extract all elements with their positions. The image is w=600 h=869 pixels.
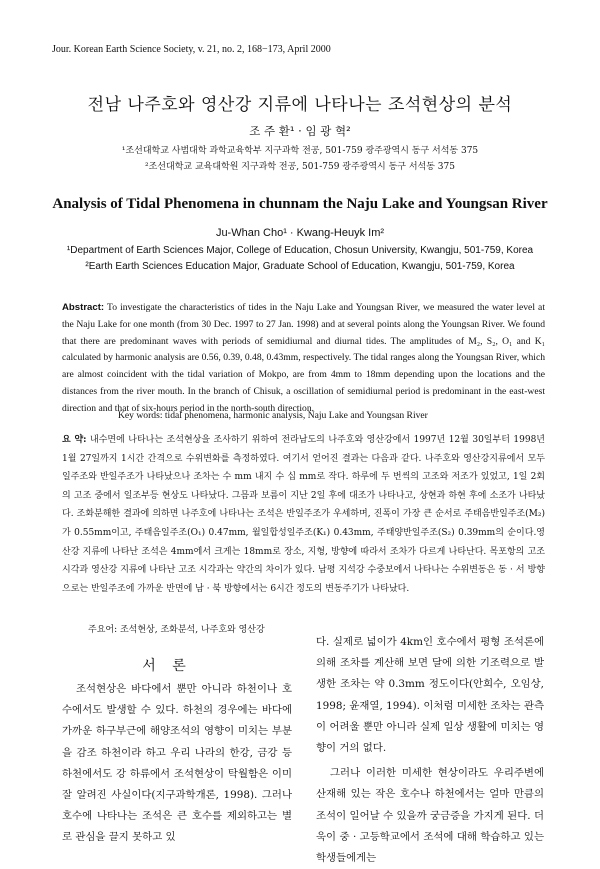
section-heading-introduction: 서 론 bbox=[142, 658, 192, 674]
korean-summary-label: 요 약: bbox=[62, 435, 87, 445]
journal-citation: Jour. Korean Earth Science Society, v. 21, no. 2, 168−173, April 2000 bbox=[52, 44, 331, 55]
korean-summary-text: 내수면에 나타나는 조석현상을 조사하기 위하여 전라남도의 나주호와 영산강에서 1997년 12월 30일부터 1998년 1월 27일까지 1시간 간격으로 수위변화를 측정하였다. 여기서 얻어진 결과는 다음과 같다. 나주호와 영산강지류에서 모두 일주조와 반일주조가 나타났으나 조차는 수 mm 내지 수 십 mm로 작다. 하루에 두 번씩의 고조와 저조가 있었고, 1일 2회의 고조 중에서 일조부등 현상도 나타났다. 그믐과 보름이 지난 2일 후에 대조가 나타나고, 상현과 하현 후에 소조가 나타났다. 조화분해한 결과에 의하면 나주호에 나타나는 조석은 반일주조가 우세하며, 진폭이 가장 큰 순서로 주태음반일주조(M₂)가 0.55mm이고, 주태음일주조(O₁) 0.47mm, 월일합성일주조(K₁) 0.43mm, 주태양반일주조(S₂) 0.39mm의 순이다.영산강 지류에 나타난 조석은 4mm에서 크게는 18mm로 장소, 지형, 방향에 따라서 조차가 다르게 나타난다. 목포항의 고조 시각과 영산강 지류에 나타난 고조 시각과는 약간의 차이가 있다. 남평 지석강 수중보에서 나타나는 수위변동은 동 · 서 방향으로는 반일주조에 가까운 반면에 남 · 북 방향에서는 6시간 정도의 변동주기가 나타났다. bbox=[62, 435, 545, 594]
english-title: Analysis of Tidal Phenomena in chunnam the Naju Lake and Youngsan River bbox=[52, 196, 548, 212]
korean-title: 전남 나주호와 영산강 지류에 나타나는 조석현상의 분석 bbox=[87, 95, 513, 115]
english-authors: Ju-Whan Cho¹ · Kwang-Heuyk Im² bbox=[215, 227, 385, 239]
body-paragraph: 조석현상은 바다에서 뿐만 아니라 하천이나 호수에서도 발생할 수 있다. 하천의 경우에는 바다에 가까운 하구부근에 해양조석의 영향이 미치는 부분을 감조 하천이라 하고 우리 나라의 한강, 금강 등 하천에서도 강 하류에서 조석현상이 탁월함은 이미 잘 알려진 사실이다(지구과학개론, 1998). 그러나 호수에 나타나는 조석은 큰 호수를 제외하고는 별로 관심을 끌지 못하고 있 bbox=[62, 683, 292, 844]
keywords: Key words: tidal phenomena, harmonic analysis, Naju Lake and Youngsan River bbox=[118, 410, 428, 421]
korean-authors: 조 주 환¹ · 임 광 혁² bbox=[249, 124, 351, 138]
korean-affiliation-1: ¹조선대학교 사범대학 과학교육학부 지구과학 전공, 501-759 광주광역시 동구 서석동 375 bbox=[121, 146, 479, 156]
body-paragraph: 그러나 이러한 미세한 현상이라도 우리주변에 산재해 있는 작은 호수나 하천에서는 얼마 만큼의 조석이 일어날 수 있을까 궁금증을 가지게 된다. 더욱이 중 · 고등학교에서 조석에 대해 학습하고 있는 학생들에게는 bbox=[316, 767, 544, 865]
abstract-label: Abstract: bbox=[62, 302, 105, 313]
body-paragraph: 다. 실제로 넓이가 4km인 호수에서 평형 조석론에 의해 조차를 계산해 보면 달에 의한 기조력으로 발생한 조차는 약 0.3mm 정도이다(안희수, 오임상, 1998; 윤재열, 1994). 이처럼 미세한 조차는 관측이 어려울 뿐만 아니라 실제 일상 생활에 미치는 영향이 거의 없다. bbox=[316, 636, 544, 755]
english-affiliation-1: ¹Department of Earth Sciences Major, College of Education, Chosun University, Kwangju, 501-759, Korea bbox=[66, 245, 534, 256]
korean-summary bbox=[62, 431, 545, 598]
english-affiliation-2: ²Earth Earth Sciences Education Major, Graduate School of Education, Kwangju, 501-759, Korea bbox=[85, 261, 515, 272]
korean-keywords: 주요어: 조석현상, 조화분석, 나주호와 영산강 bbox=[88, 625, 265, 635]
body-column-left bbox=[62, 679, 292, 849]
abstract-text: To investigate the characteristics of tides in the Naju Lake and Youngsan River, we measured the water level at the Naju Lake for one month (from 30 Dec. 1997 to 27 Jan. 1998) and at several points along the Youngsan River. We found that there are predominant waves with periods of semidiurnal and diurnal tides. The amplitudes of M₂, S₂, O₁ and K₁ calculated by harmonic analysis are 0.56, 0.39, 0.48, 0.43mm, respectively. The tidal ranges along the Youngsan River, which are almost coincident with the tidal variation of Mokpo, are from 4mm to 18mm depending upon the locations and the distances from the river mouth. In the branch of Chisuk, a oscillation of semidiurnal period is predominant in the east-west direction and that of six-hours period in the north-south direction. bbox=[62, 302, 545, 414]
abstract bbox=[62, 300, 545, 418]
body-column-right bbox=[316, 632, 544, 869]
korean-affiliation-2: ²조선대학교 교육대학원 지구과학 전공, 501-759 광주광역시 동구 서석동 375 bbox=[145, 162, 455, 172]
